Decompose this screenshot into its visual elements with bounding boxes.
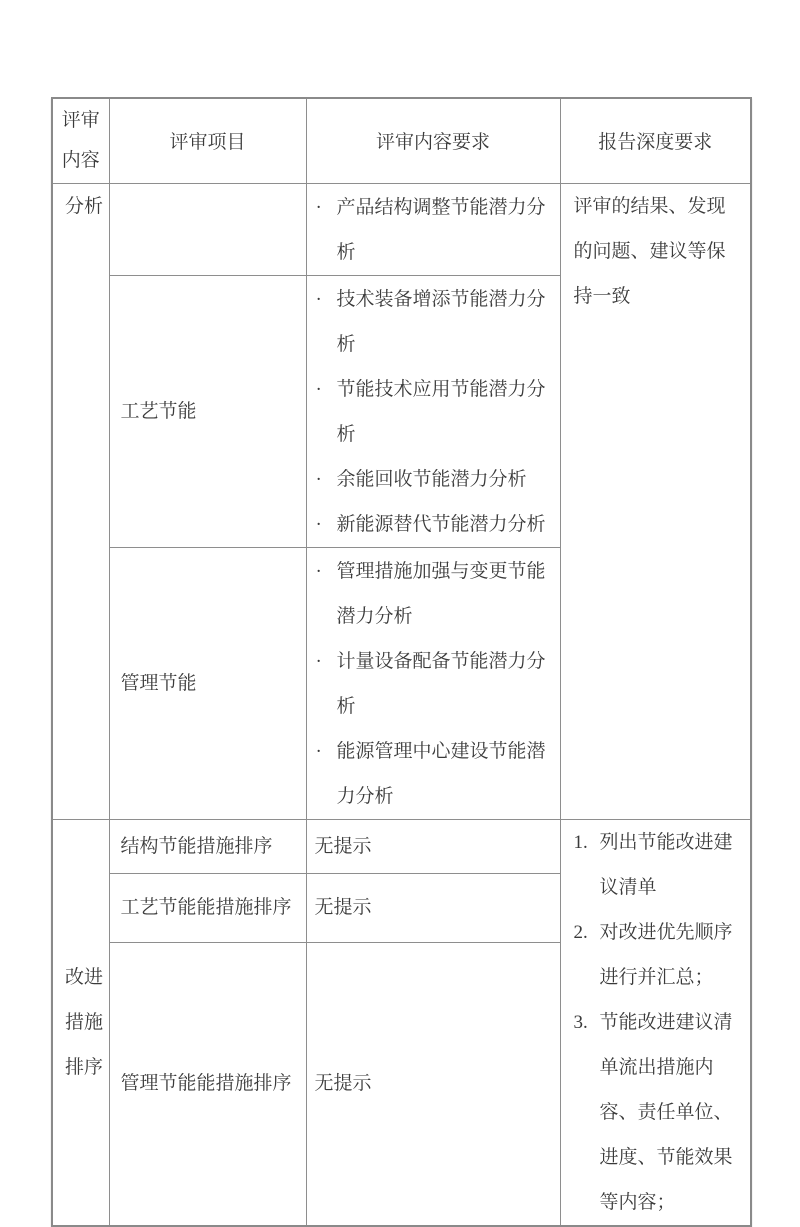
requirement-item <box>313 367 558 457</box>
depth-list-item <box>574 1000 743 1225</box>
bullet-marker: · <box>315 468 322 490</box>
requirement-text: 新能源替代节能潜力分析 <box>336 513 546 535</box>
requirements-management <box>306 547 560 819</box>
category-improvement-line2: 措施 <box>65 1011 104 1033</box>
bullet-marker: · <box>315 196 322 218</box>
depth-list-item <box>574 820 743 910</box>
list-number: 1. <box>573 831 588 853</box>
report-depth-analysis: 评审的结果、发现的问题、建议等保持一致 <box>560 183 751 819</box>
requirement-text: 技术装备增添节能潜力分析 <box>336 288 546 355</box>
requirement-no-hint: 无提示 <box>306 874 560 942</box>
header-review-content-requirement: 评审内容要求 <box>306 98 560 183</box>
requirement-item <box>313 277 558 367</box>
requirement-item <box>313 185 558 275</box>
bullet-marker: · <box>315 650 322 672</box>
depth-list-item <box>574 910 743 1000</box>
header-report-depth-requirement: 报告深度要求 <box>560 98 751 183</box>
header-review-content-line2: 内容 <box>61 149 100 171</box>
category-improvement-line3: 排序 <box>65 1056 104 1078</box>
project-cell-process-ranking: 工艺节能能措施排序 <box>109 874 306 942</box>
depth-item-text: 对改进优先顺序进行并汇总； <box>599 921 733 988</box>
table-header-row <box>52 98 751 183</box>
bullet-marker: · <box>315 378 322 400</box>
report-depth-improvement <box>560 819 751 1226</box>
header-review-item: 评审项目 <box>109 98 306 183</box>
category-improvement <box>52 819 109 1226</box>
bullet-marker: · <box>315 288 322 310</box>
improvement-row-structure <box>52 819 751 874</box>
bullet-marker: · <box>315 740 322 762</box>
requirement-text: 余能回收节能潜力分析 <box>336 468 527 490</box>
requirements-structure <box>306 183 560 275</box>
requirement-item <box>313 502 558 547</box>
requirement-item <box>313 549 558 639</box>
requirement-no-hint: 无提示 <box>306 819 560 874</box>
requirements-process <box>306 275 560 547</box>
header-review-content <box>52 98 109 183</box>
bullet-marker: · <box>315 513 322 535</box>
requirement-text: 产品结构调整节能潜力分析 <box>336 196 546 263</box>
list-number: 2. <box>573 921 588 943</box>
requirement-text: 节能技术应用节能潜力分析 <box>336 378 546 445</box>
project-cell-management: 管理节能 <box>109 547 306 819</box>
header-review-content-line1: 评审 <box>61 109 100 131</box>
category-improvement-line1: 改进 <box>65 966 104 988</box>
project-cell-process: 工艺节能 <box>109 275 306 547</box>
list-number: 3. <box>573 1011 588 1033</box>
analysis-row-structure <box>52 183 751 275</box>
requirement-item <box>313 457 558 502</box>
depth-item-text: 节能改进建议清单流出措施内容、责任单位、进度、节能效果等内容； <box>599 1011 733 1213</box>
requirement-text: 管理措施加强与变更节能潜力分析 <box>336 560 546 627</box>
bullet-marker: · <box>315 560 322 582</box>
review-requirements-table <box>51 97 752 1227</box>
category-analysis: 分析 <box>52 183 109 819</box>
project-cell-structure-ranking: 结构节能措施排序 <box>109 819 306 874</box>
project-cell-blank <box>109 183 306 275</box>
requirement-item <box>313 639 558 729</box>
depth-item-text: 列出节能改进建议清单 <box>599 831 733 898</box>
requirement-text: 计量设备配备节能潜力分析 <box>336 650 546 717</box>
requirement-no-hint: 无提示 <box>306 942 560 1225</box>
project-cell-management-ranking: 管理节能能措施排序 <box>109 942 306 1225</box>
requirement-item <box>313 729 558 819</box>
requirement-text: 能源管理中心建设节能潜力分析 <box>336 740 546 807</box>
